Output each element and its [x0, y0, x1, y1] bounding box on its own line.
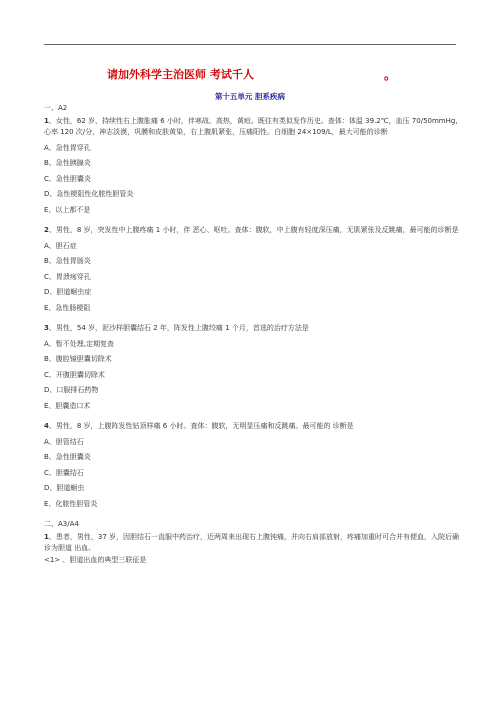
- question-stem: [44, 225, 460, 237]
- question-number: 3: [44, 324, 49, 332]
- question-text: 、男性，54 岁，泥沙样胆囊结石 2 年，阵发性上腹绞痛 1 个月，首选的治疗方法是: [48, 324, 309, 332]
- question-item: [44, 116, 460, 217]
- question-number: 1: [44, 532, 49, 541]
- answer-option: E、化脓性胆管炎: [44, 499, 98, 508]
- answer-option: A、胆石症: [44, 241, 77, 250]
- question-gap: [44, 414, 460, 421]
- answer-option: D、口服排石药物: [44, 386, 99, 394]
- question-stem: [44, 421, 460, 433]
- answer-option: B、腹腔镜胆囊切除术: [44, 355, 112, 363]
- question-item: [44, 225, 460, 314]
- answer-option: C、开腹胆囊切除术: [44, 370, 105, 379]
- question-item: [44, 323, 460, 412]
- answer-option: A、急性胃穿孔: [44, 143, 91, 152]
- answer-option: D、胆道蛔虫: [44, 484, 85, 492]
- question-item: [44, 532, 460, 567]
- question-gap: [44, 316, 460, 323]
- question-number: 4: [44, 422, 49, 430]
- sub-question: <1> 、胆道出血的典型三联征是: [44, 555, 147, 564]
- question-number: 2: [44, 226, 49, 234]
- answer-option: B、急性胰腺炎: [44, 159, 91, 167]
- answer-option: E、以上都不是: [44, 205, 91, 214]
- answer-option: C、胃溃疡穿孔: [44, 272, 91, 281]
- header-rule: [44, 44, 456, 45]
- answer-option: B、急性胃肠炎: [44, 257, 91, 265]
- promo-banner: [107, 66, 437, 82]
- question-text: 、患者，男性，37 岁，因胆结石一直服中药治疗，近两周来出现右上腹钝痛，并向右肩部放射，疼痛加重时可合并有便血，入院后确诊为胆道 出血。: [44, 532, 460, 552]
- banner-text: 请加外科学主治医师 考试千人: [107, 68, 254, 81]
- answer-option: E、胆囊造口术: [44, 401, 91, 410]
- answer-option: A、胆管结石: [44, 437, 84, 446]
- unit-title: 第十五单元 胆系疾病: [214, 92, 286, 101]
- question-number: 1: [44, 116, 49, 125]
- answer-option: C、胆囊结石: [44, 468, 84, 477]
- answer-option: A、暂不处理,定期复查: [44, 339, 115, 348]
- question-item: [44, 421, 460, 510]
- answer-option: C、急性胆囊炎: [44, 174, 91, 183]
- question-text: 、男性，8 岁，上腹阵发性钻顶样痛 6 小时。查体：腹软，无明显压痛和反跳痛。最可能的 诊断是: [48, 422, 354, 430]
- answer-option: E、急性肠梗阻: [44, 303, 91, 312]
- answer-option: D、急性梗阻性化脓性胆管炎: [44, 190, 134, 198]
- answer-option: D、胆道蛔虫症: [44, 288, 92, 296]
- question-text: 、男性，8 岁，突发性中上腹疼痛 1 小时，伴 恶心、呕吐。查体：腹软，中上腹有轻度深压痛，无肌紧张及反跳痛，最可能的诊断是: [48, 226, 459, 234]
- section-heading: 一、A2: [44, 104, 68, 112]
- section-heading: 二、A3/A4: [44, 520, 79, 528]
- answer-option: B、急性胆囊炎: [44, 453, 91, 461]
- question-stem: [44, 116, 460, 139]
- banner-dot: 。: [384, 68, 397, 82]
- question-content: [44, 103, 460, 568]
- question-gap: [44, 512, 460, 519]
- question-gap: [44, 218, 460, 225]
- question-text: 、女性，62 岁，持续性右上腹胀痛 6 小时，伴寒战、高热，黄疸。既往有类似发作历史。查体：体温 39.2℃，血压 70/50mmHg,心率 120 次/分，神志淡漠，巩膜和皮肤黄染，右上腹肌紧张，压痛阳性。白细胞 24×109/L，最大可能的诊断: [44, 116, 458, 136]
- question-stem: [44, 323, 460, 335]
- question-stem: [44, 532, 460, 555]
